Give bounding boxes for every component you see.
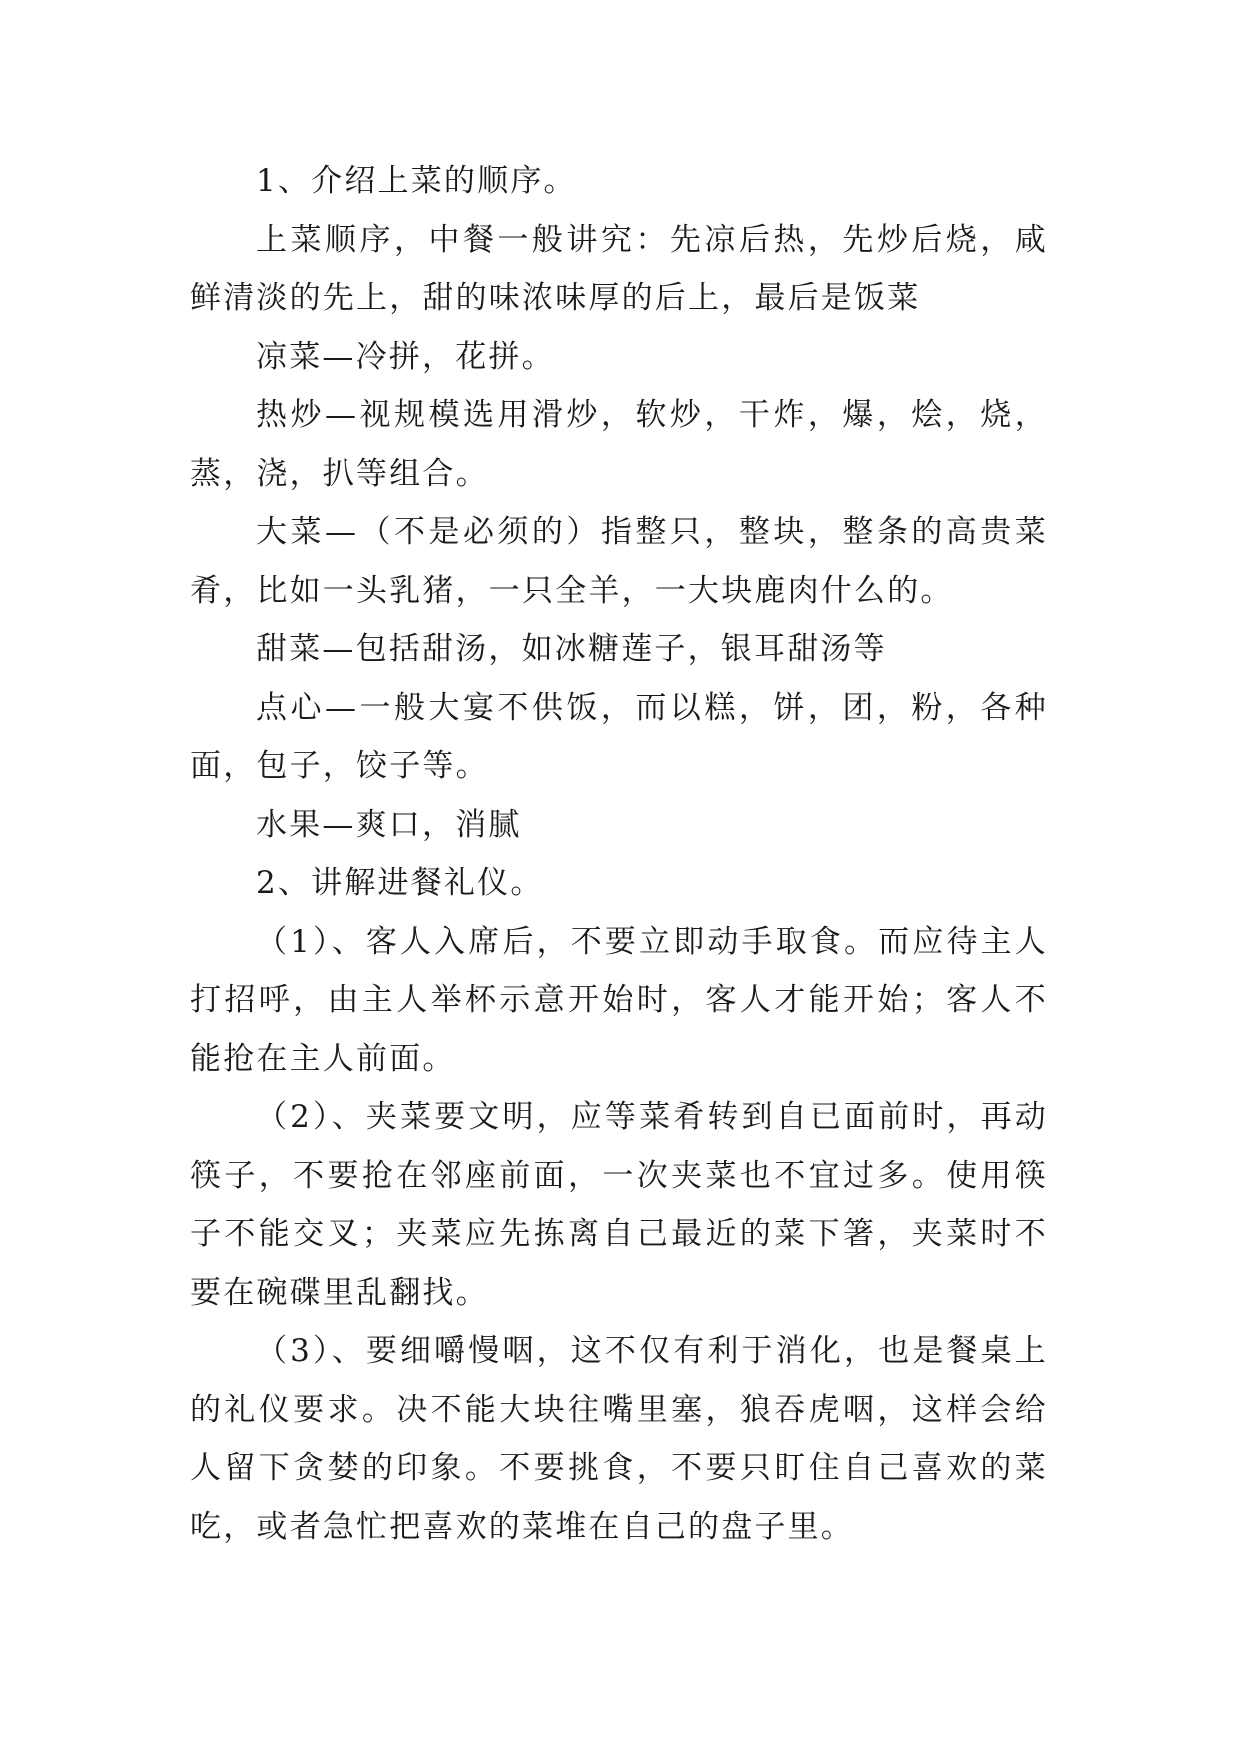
paragraph-fruit: 水果—爽口，消腻 [256,806,522,843]
paragraph-serving-order: 上菜顺序，中餐一般讲究：先凉后热，先炒后烧，咸鲜清淡的先上，甜的味浓味厚的后上，最后是饭菜 [190,221,1048,316]
paragraph-etiquette-1: （1）、客人入席后，不要立即动手取食。而应待主人打招呼，由主人举杯示意开始时，客人才能开始；客人不能抢在主人前面。 [190,923,1048,1077]
heading-serving-order: 1、介绍上菜的顺序。 [256,163,577,199]
paragraph-hot-stir-fry: 热炒—视规模选用滑炒，软炒，干炸，爆，烩，烧，蒸，浇，扒等组合。 [190,397,1048,492]
paragraph-dim-sum: 点心—一般大宴不供饭，而以糕，饼，团，粉，各种面，包子，饺子等。 [190,689,1048,784]
paragraph-sweet-dishes: 甜菜—包括甜汤，如冰糖莲子，银耳甜汤等 [256,631,887,667]
document-body [190,152,1048,1556]
paragraph-main-dishes: 大菜—（不是必须的）指整只，整块，整条的高贵菜肴，比如一头乳猪，一只全羊，一大块鹿肉什么的。 [190,514,1048,609]
paragraph-etiquette-3: （3）、要细嚼慢咽，这不仅有利于消化，也是餐桌上的礼仪要求。决不能大块往嘴里塞，狼吞虎咽，这样会给人留下贪婪的印象。不要挑食，不要只盯住自己喜欢的菜吃，或者急忙把喜欢的菜堆在自己的盘子里。 [190,1333,1048,1545]
paragraph-cold-dishes: 凉菜—冷拼，花拼。 [256,338,555,375]
heading-dining-etiquette: 2、讲解进餐礼仪。 [256,865,544,901]
paragraph-etiquette-2: （2）、夹菜要文明，应等菜肴转到自已面前时，再动筷子，不要抢在邻座前面，一次夹菜也不宜过多。使用筷子不能交叉；夹菜应先拣离自己最近的菜下箸，夹菜时不要在碗碟里乱翻找。 [190,1099,1048,1311]
